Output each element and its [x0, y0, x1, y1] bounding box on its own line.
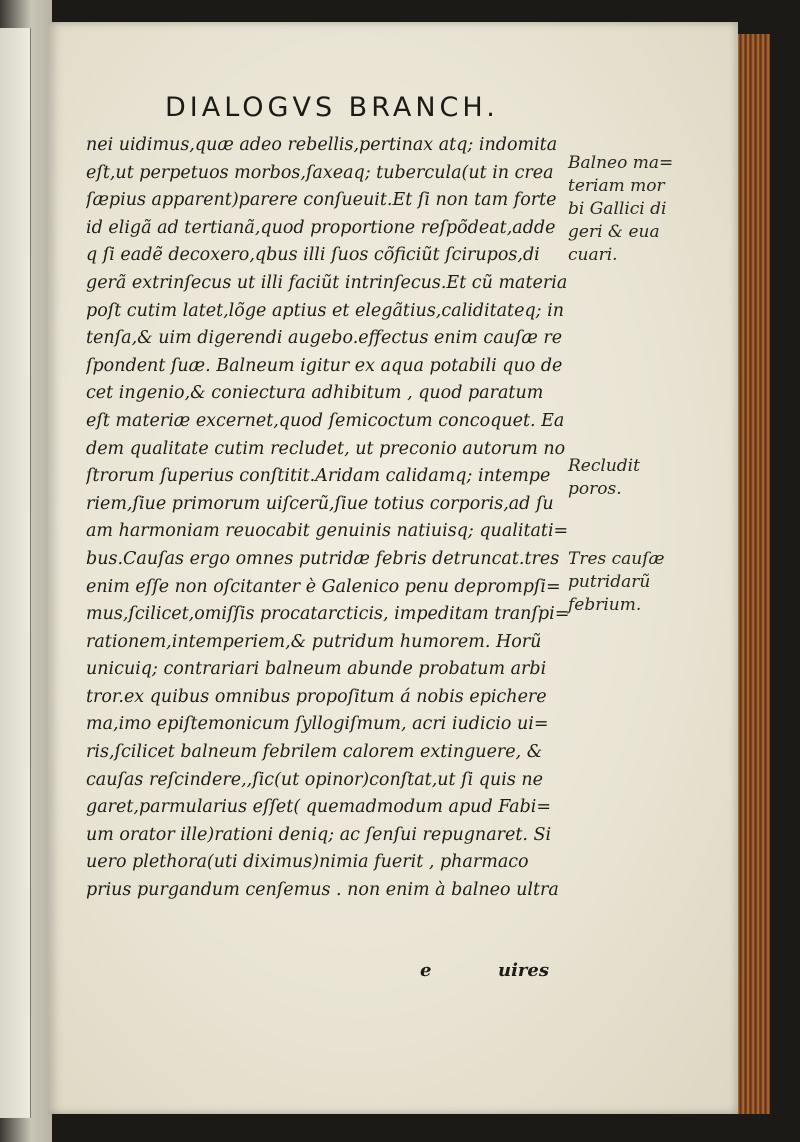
margin-note-line: Tres cauſæ — [568, 549, 665, 569]
margin-note-line: teriam mor — [568, 176, 665, 196]
text-line: eſt materiæ excernet,quod ſemicoctum concoquet. Ea — [86, 410, 565, 431]
text-line: gerã extrinſecus ut illi faciũt intrinſecus.Et cũ materia — [86, 272, 568, 293]
running-title: DIALOGVS BRANCH. — [165, 92, 499, 123]
text-line: unicuiq; contrariari balneum abunde probatum arbi — [86, 659, 547, 680]
main-text-block — [86, 132, 576, 905]
margin-note-line: febrium. — [568, 595, 642, 615]
text-line: enim eſſe non oſcitanter è Galenico penu deprompſi= — [86, 576, 561, 597]
text-line: mus,ſcilicet,omiſſis procatarcticis, impeditam tranſpi= — [86, 604, 570, 625]
text-line: id eligã ad tertianã,quod proportione reſpõdeat,adde — [86, 217, 556, 238]
text-line: q ſi eadẽ decoxero,qbus illi ſuos cõficiũt ſcirupos,di — [86, 245, 540, 266]
text-line: ſpondent ſuæ. Balneum igitur ex aqua potabili quo de — [86, 355, 563, 376]
margin-note-recludit — [568, 455, 718, 501]
text-line: um orator ille)rationi deniq; ac ſenſui repugnaret. Si — [86, 824, 552, 845]
margin-note-line: Recludit — [568, 456, 640, 476]
facing-page — [0, 28, 31, 1118]
margin-note-line: poros. — [568, 479, 622, 499]
text-line: tenſa,& uim digerendi augebo.effectus enim cauſæ re — [86, 328, 563, 349]
text-line: ſæpius apparent)parere conſueuit.Et ſi non tam forte — [86, 190, 557, 211]
text-line: ma,imo epiſtemonicum ſyllogiſmum, acri iudicio ui= — [86, 714, 549, 735]
text-line: am harmoniam reuocabit genuinis natiuisq; qualitati= — [86, 521, 569, 542]
facing-page-edge — [0, 0, 52, 1142]
text-line: ſtrorum ſuperius conſtitit.Aridam calidamq; intempe — [86, 466, 551, 487]
text-line: nei uidimus,quæ adeo rebellis,pertinax atq; indomita — [86, 135, 558, 155]
text-line: eſt,ut perpetuos morbos,ſaxeaq; tubercula(ut in crea — [86, 162, 554, 183]
text-line: riem,ſiue primorum uiſcerũ,ſiue totius corporis,ad ſu — [86, 493, 554, 514]
text-line: poſt cutim latet,lõge aptius et elegãtius,caliditateq; in — [86, 300, 564, 321]
text-line: tror.ex quibus omnibus propoſitum á nobis epichere — [86, 686, 547, 707]
margin-note-line: geri & eua — [568, 222, 660, 242]
signature-mark: e — [420, 960, 432, 981]
text-line: dem qualitate cutim recludet, ut preconio autorum no — [86, 438, 566, 459]
text-line: uero plethora(uti diximus)nimia fuerit , pharmaco — [86, 852, 529, 873]
text-line: garet,parmularius eſſet( quemadmodum apud Fabi= — [86, 797, 552, 818]
margin-note-tres-causae — [568, 548, 718, 617]
text-line: rationem,intemperiem,& putridum humorem. Horũ — [86, 631, 542, 652]
margin-note-line: bi Gallici di — [568, 199, 667, 219]
margin-note-line: cuari. — [568, 245, 618, 265]
text-line: cet ingenio,& coniectura adhibitum , quod paratum — [86, 383, 544, 404]
catchword: uires — [498, 960, 549, 981]
margin-note-line: Balneo ma= — [568, 153, 674, 173]
text-line: prius purgandum cenſemus . non enim à balneo ultra — [86, 880, 559, 901]
margin-note-balneo — [568, 152, 718, 267]
text-line: ris,ſcilicet balneum febrilem calorem extinguere, & — [86, 742, 543, 763]
text-line: cauſas reſcindere,,ſic(ut opinor)conſtat,ut ſi quis ne — [86, 769, 544, 790]
text-line: bus.Cauſas ergo omnes putridæ febris detruncat.tres — [86, 548, 560, 569]
margin-note-line: putridarũ — [568, 572, 651, 592]
